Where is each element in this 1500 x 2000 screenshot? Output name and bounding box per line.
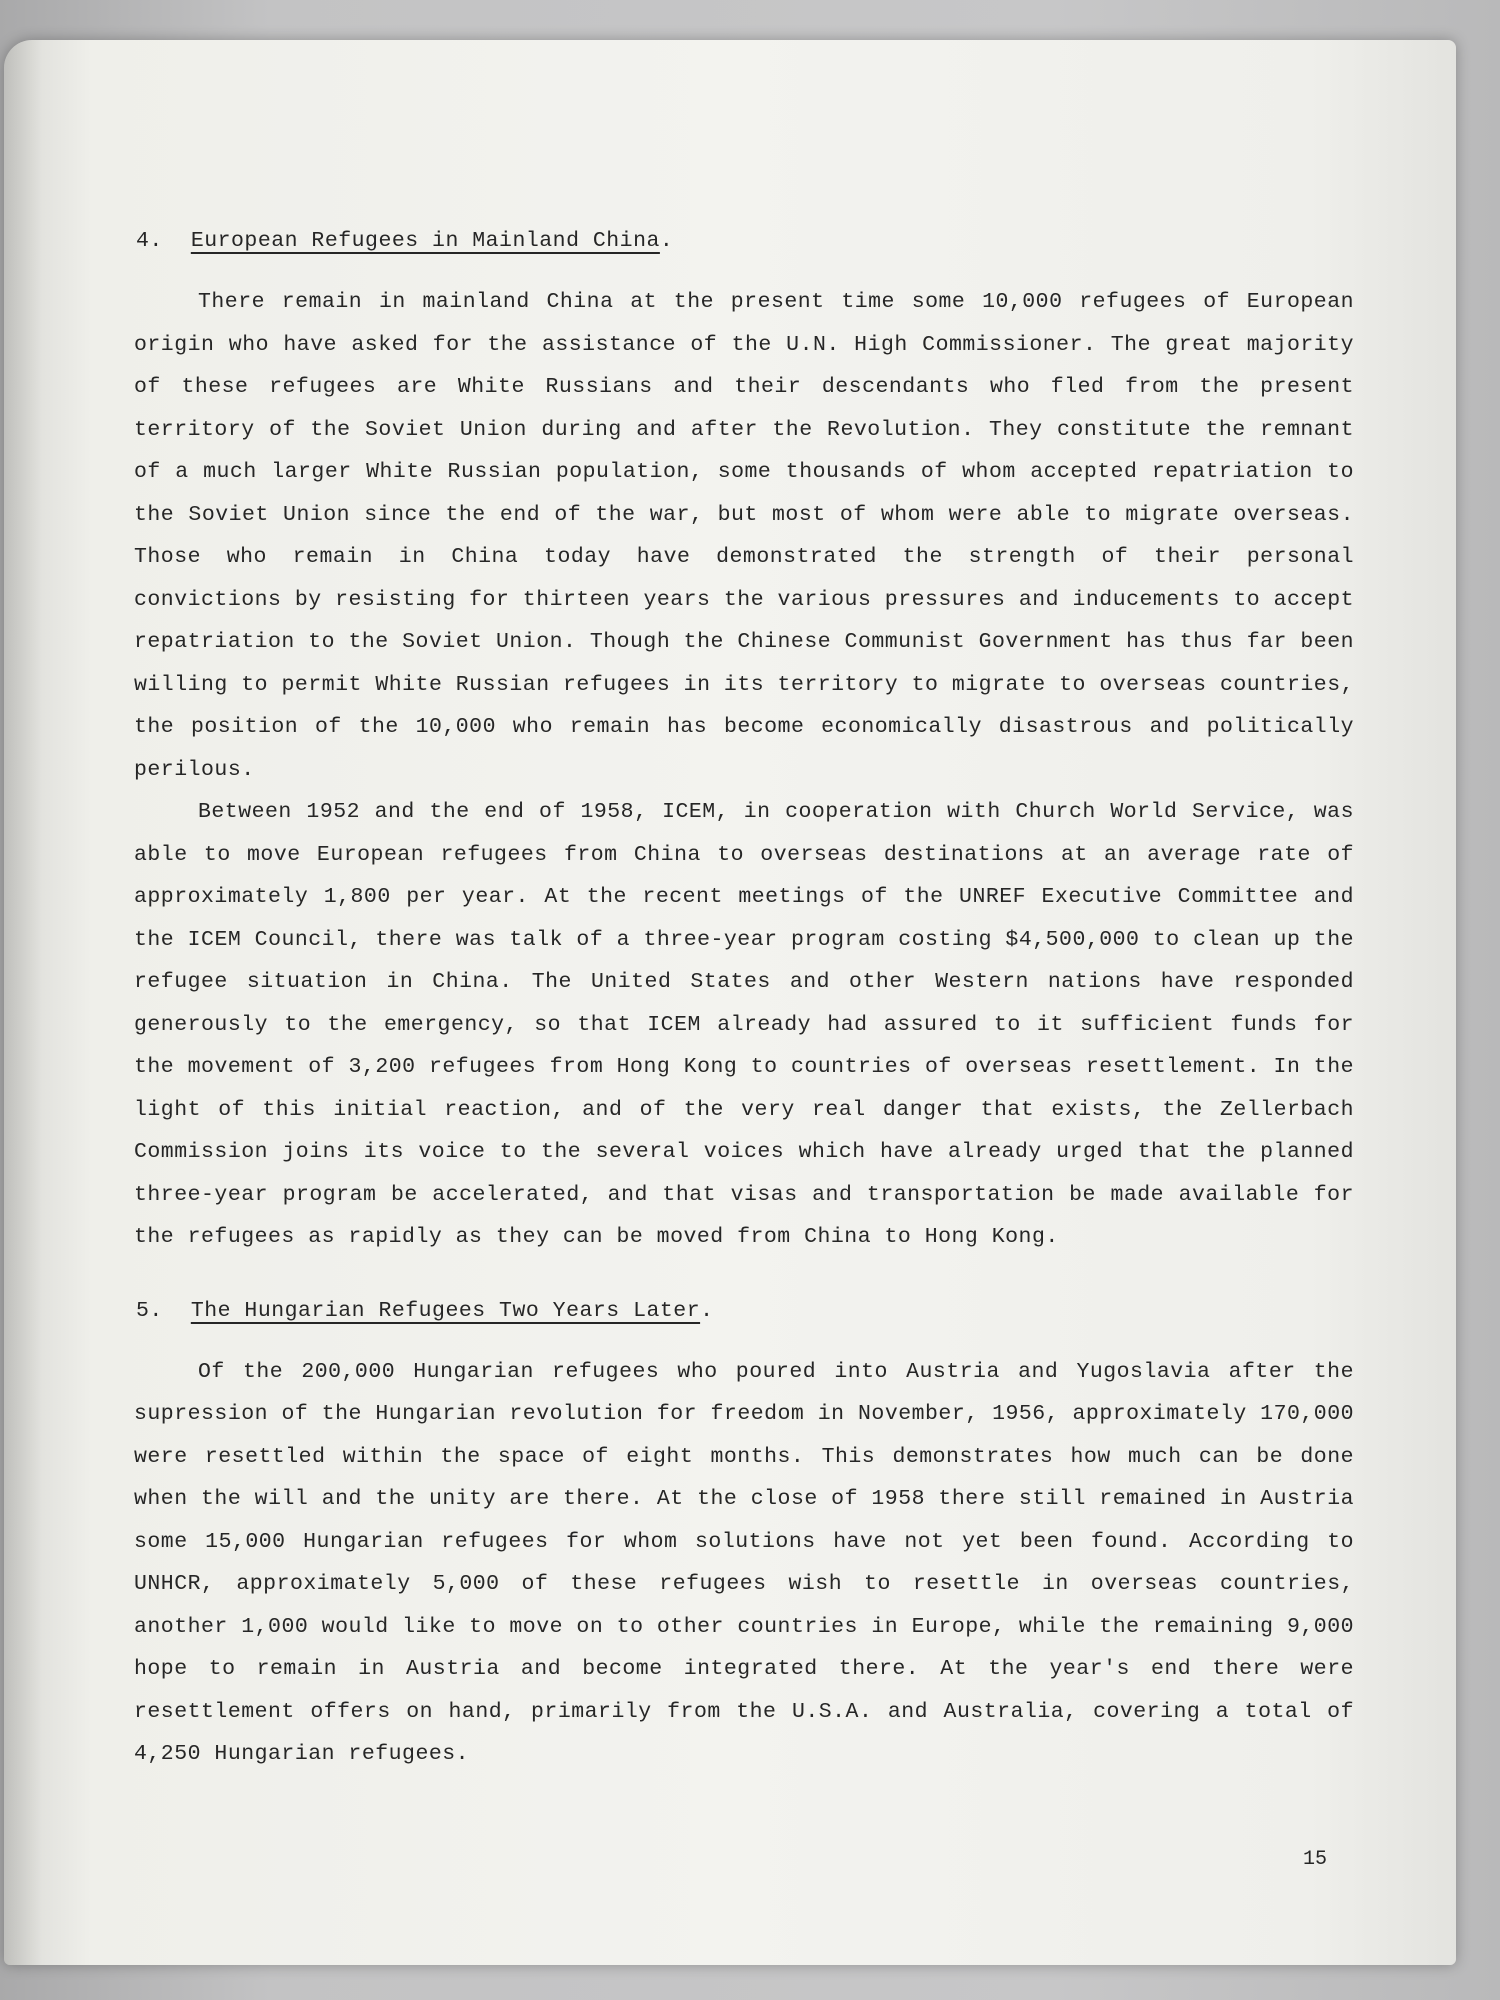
section-title-text: The Hungarian Refugees Two Years Later [190,1298,701,1323]
section-spacer [134,1259,1354,1293]
section-heading-4 [134,223,1354,259]
paragraph: Between 1952 and the end of 1958, ICEM, in cooperation with Church World Service, was able to move European refugees from China to overseas destinations at an average rate of approximately 1,800 per year. At the recent meetings of the UNREF Executive Committee and the ICEM Council, there was talk of a three-year program costing $4,500,000 to clean up the refugee situation in China. The United States and other Western nations have responded generously to the emergency, so that ICEM already had assured to it sufficient funds for the movement of 3,200 refugees from Hong Kong to countries of overseas resettlement. In the light of this initial reaction, and of the very real danger that exists, the Zellerbach Commission joins its voice to the several voices which have already urged that the planned three-year program be accelerated, and that visas and transportation be made available for the refugees as rapidly as they can be moved from China to Hong Kong. [134,800,1354,1249]
paragraph: Of the 200,000 Hungarian refugees who poured into Austria and Yugoslavia after the supression of the Hungarian revolution for freedom in November, 1956, approximately 170,000 were resettled within the space of eight months. This demonstrates how much can be done when the will and the unity are there. At the close of 1958 there still remained in Austria some 15,000 Hungarian refugees for whom solutions have not yet been found. According to UNHCR, approximately 5,000 of these refugees wish to resettle in overseas countries, another 1,000 would like to move on to other countries in Europe, while the remaining 9,000 hope to remain in Austria and become integrated there. At the year's end there were resettlement offers on hand, primarily from the U.S.A. and Australia, covering a total of 4,250 Hungarian refugees. [134,1359,1354,1766]
paragraph: There remain in mainland China at the present time some 10,000 refugees of European origin who have asked for the assistance of the U.N. High Commissioner. The great majority of these refugees are White Russians and their descendants who fled from the present territory of the Soviet Union during and after the Revolution. They constitute the remnant of a much larger White Russian population, some thousands of whom accepted repatriation to the Soviet Union since the end of the war, but most of whom were able to migrate overseas. Those who remain in China today have demonstrated the strength of their personal convictions by resisting for thirteen years the various pressures and inducements to accept repatriation to the Soviet Union. Though the Chinese Communist Government has thus far been willing to permit White Russian refugees in its territory to migrate to overseas countries, the position of the 10,000 who remain has become economically disastrous and politically perilous. [134,290,1354,782]
section-title-period: . [700,1298,714,1323]
page-content [134,223,1354,1776]
section-heading-5 [134,1293,1354,1329]
section-number: 5. [136,1298,163,1323]
section-title [191,223,673,259]
page-number: 15 [1303,1848,1328,1871]
document-page [4,40,1456,1965]
section-title-period: . [659,229,674,253]
page-binding-shadow [4,40,42,1965]
section-number: 4. [136,229,163,253]
section-title [191,1293,714,1329]
section-title-text: European Refugees in Mainland China [190,229,660,253]
